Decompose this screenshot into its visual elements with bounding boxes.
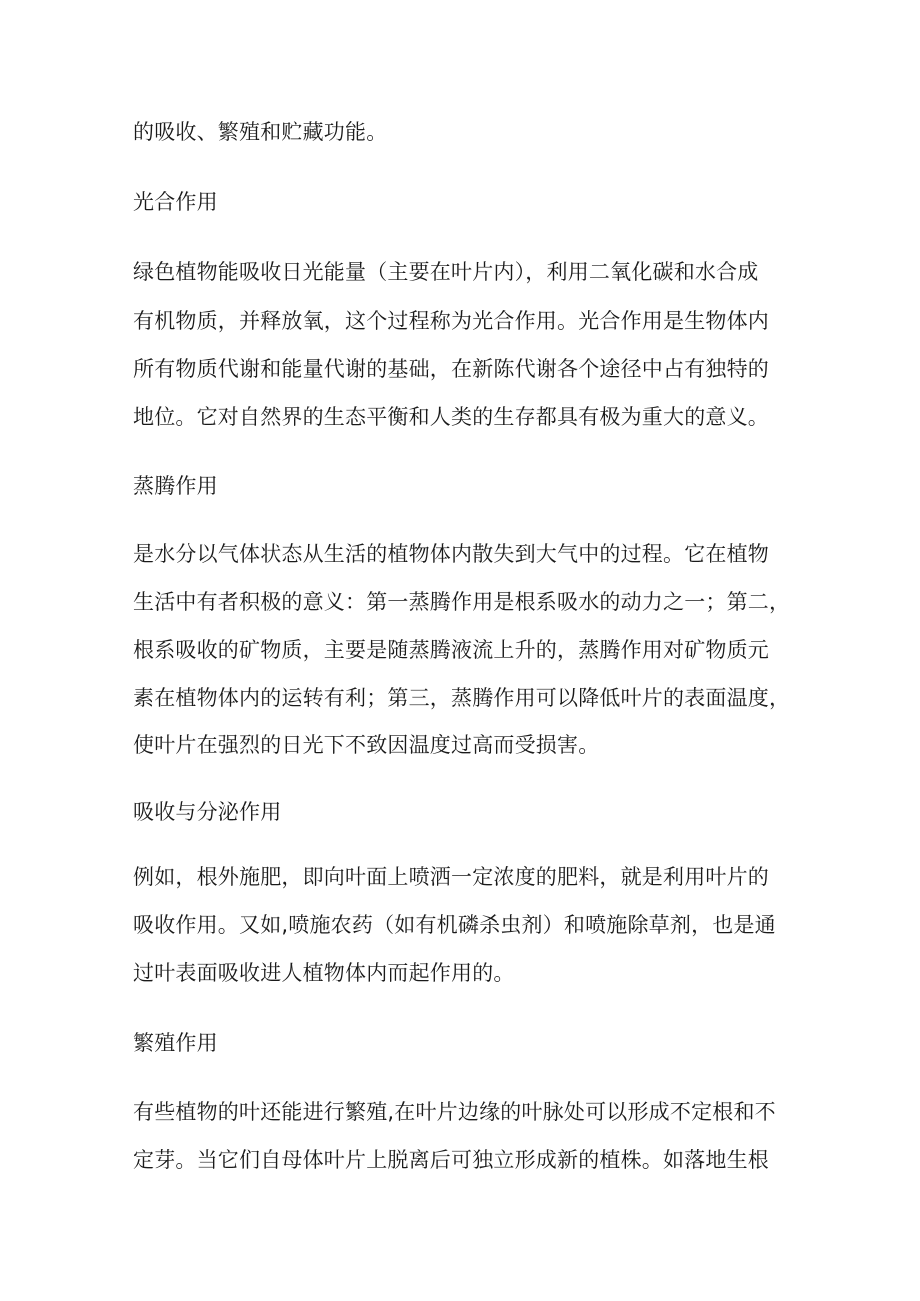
paragraph-line: 吸收作用。又如,喷施农药（如有机磷杀虫剂）和喷施除草剂，也是通 xyxy=(133,913,776,937)
paragraph-line: 过叶表面吸收进人植物体内而起作用的。 xyxy=(133,961,515,985)
paragraph-line: 生活中有者积极的意义：第一蒸腾作用是根系吸水的动力之一；第二， xyxy=(133,590,791,614)
paragraph-line: 绿色植物能吸收日光能量（主要在叶片内），利用二氧化碳和水合成 xyxy=(133,260,759,284)
paragraph-line: 有机物质，并释放氧，这个过程称为光合作用。光合作用是生物体内 xyxy=(133,309,769,333)
paragraph-line: 地位。它对自然界的生态平衡和人类的生存都具有极为重大的意义。 xyxy=(133,405,769,429)
paragraph-line: 例如，根外施肥，即向叶面上喷洒一定浓度的肥料，就是利用叶片的 xyxy=(133,865,769,889)
paragraph-line: 根系吸收的矿物质，主要是随蒸腾液流上升的，蒸腾作用对矿物质元 xyxy=(133,638,769,662)
section-heading-transpiration: 蒸腾作用 xyxy=(133,474,218,498)
paragraph-line: 有些植物的叶还能进行繁殖,在叶片边缘的叶脉处可以形成不定根和不 xyxy=(133,1100,776,1124)
section-heading-photosynthesis: 光合作用 xyxy=(133,190,218,214)
section-heading-absorption: 吸收与分泌作用 xyxy=(133,800,282,824)
paragraph-line: 使叶片在强烈的日光下不致因温度过高而受损害。 xyxy=(133,733,600,757)
paragraph-line: 是水分以气体状态从生活的植物体内散失到大气中的过程。它在植物 xyxy=(133,542,769,566)
paragraph-line: 素在植物体内的运转有利；第三，蒸腾作用可以降低叶片的表面温度， xyxy=(133,686,791,710)
section-heading-reproduction: 繁殖作用 xyxy=(133,1031,218,1055)
paragraph-line: 所有物质代谢和能量代谢的基础，在新陈代谢各个途径中占有独特的 xyxy=(133,357,769,381)
paragraph-line: 定芽。当它们自母体叶片上脱离后可独立形成新的植株。如落地生根 xyxy=(133,1148,769,1172)
intro-line: 的吸收、繁殖和贮藏功能。 xyxy=(133,120,388,144)
